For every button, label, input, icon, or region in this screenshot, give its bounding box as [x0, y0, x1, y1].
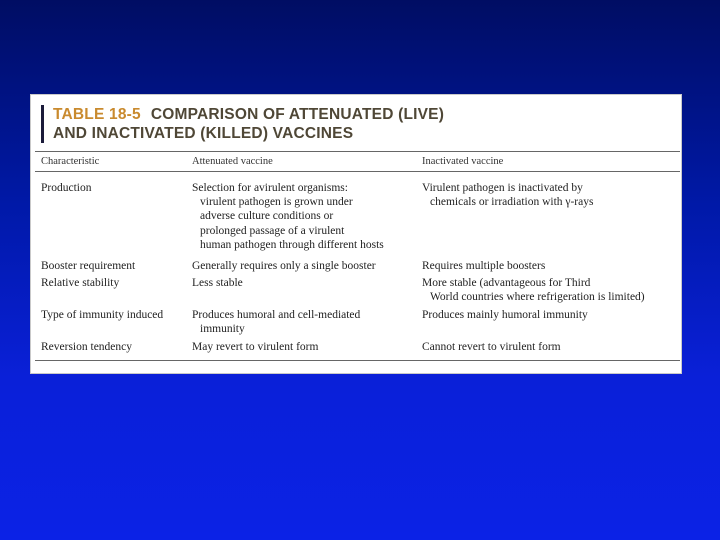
table-row-reversion-inactivated: Cannot revert to virulent form [422, 341, 561, 353]
cell-line: immunity [200, 323, 245, 336]
cell-line: adverse culture conditions or [200, 210, 334, 223]
table-row-production-attenuated [192, 181, 384, 252]
cell-line: Produces humoral and cell-mediated [192, 309, 361, 321]
column-header-attenuated: Attenuated vaccine [192, 156, 273, 167]
table-title-line-1 [53, 105, 673, 124]
table-row-booster-characteristic: Booster requirement [41, 260, 136, 272]
table-row-booster-inactivated: Requires multiple boosters [422, 260, 546, 272]
cell-line: prolonged passage of a virulent [200, 224, 345, 237]
table-title-line-2 [53, 124, 673, 143]
table-row-booster-attenuated: Generally requires only a single booster [192, 260, 376, 272]
table-title-block [41, 105, 673, 143]
cell-line: human pathogen through different hosts [200, 238, 384, 251]
table-row-production-inactivated [422, 181, 593, 209]
cell-line: Selection for avirulent organisms: [192, 182, 348, 194]
cell-line: chemicals or irradiation with γ-rays [430, 196, 594, 209]
table-bottom-rule [35, 360, 680, 361]
cell-line: virulent pathogen is grown under [200, 196, 353, 209]
table-header-rule [35, 171, 680, 172]
table-row-stability-attenuated: Less stable [192, 277, 243, 289]
cell-line: Virulent pathogen is inactivated by [422, 182, 583, 194]
cell-line: More stable (advantageous for Third [422, 277, 591, 289]
cell-line: World countries where refrigeration is limited) [430, 291, 645, 304]
table-row-reversion-characteristic: Reversion tendency [41, 341, 133, 353]
table-row-stability-characteristic: Relative stability [41, 277, 120, 289]
table-row-immunity-characteristic: Type of immunity induced [41, 309, 164, 321]
table-title-part-2: AND INACTIVATED (KILLED) VACCINES [53, 125, 354, 142]
table-row-immunity-attenuated [192, 308, 360, 336]
table-row-stability-inactivated [422, 276, 645, 304]
table-title-part-1: COMPARISON OF ATTENUATED (LIVE) [150, 106, 445, 123]
table-row-immunity-inactivated: Produces mainly humoral immunity [422, 309, 588, 321]
table-row-production-characteristic: Production [41, 182, 92, 194]
table-row-reversion-attenuated: May revert to virulent form [192, 341, 319, 353]
table-panel [30, 94, 682, 374]
column-header-inactivated: Inactivated vaccine [422, 156, 504, 167]
column-header-characteristic: Characteristic [41, 156, 100, 167]
table-number: TABLE 18-5 [53, 106, 141, 123]
table-top-rule [35, 151, 680, 152]
